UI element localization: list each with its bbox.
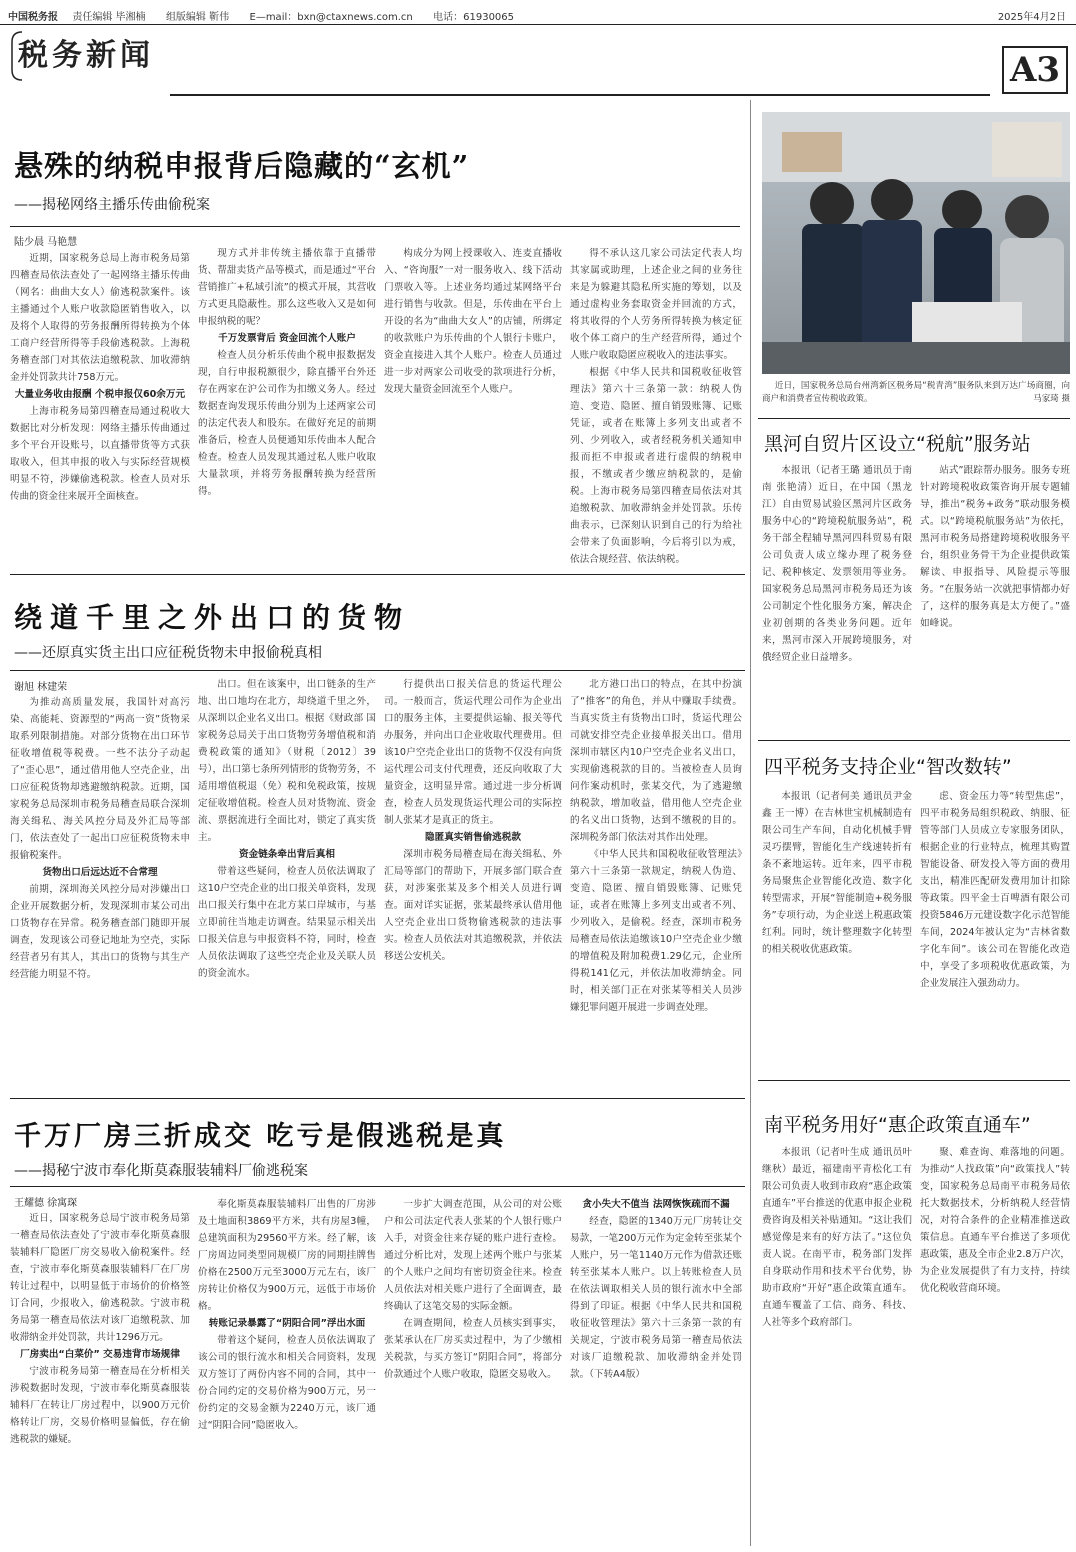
- side1-headline: 黑河自贸片区设立“税航”服务站: [764, 433, 1031, 455]
- paragraph: 带着这些疑问，检查人员依法调取了这10户空壳企业的出口报关单资料，发现出口报关行集中在北方某口岸城市，与基立即前往当地走访调查。结果显示相关出口报关信息与申报资料不符，同时，检查人员依法调取了这些空壳企业及关联人员的资金流水。: [198, 866, 376, 979]
- paragraph: 虑、资金压力等“转型焦虑”，四平市税务局组织税政、纳服、征管等部门人员成立专家服务团队，根据企业的行业特点，梳理其购置智能设备、研发投入等方面的费用支出，精准匹配研发费用加计扣除等政策。四平金士百啤酒有限公司投资5846万元建设数字化示范智能车间，2024年被认定为“吉林省数字化车间”。该公司在智能化改造中，享受了多项税收优惠政策，为企业发展注入强劲动力。: [920, 791, 1070, 989]
- paragraph: 站式”跟踪帮办服务。服务专班针对跨境税收政策咨询开展专题辅导，推出“税务+政务”联动服务模式。以“跨境税航服务站”为依托，黑河市税务局搭建跨境税收服务平台，组织业务骨干为企业提供政策解读、申报指导、风险提示等服务。“在服务站一次就把事情都办好了，这样的服务真是太方便了。”盛如峰说。: [920, 465, 1070, 629]
- side1-col2: [920, 462, 1070, 734]
- article2-subheading: 货物出口后远达近不合常理: [42, 867, 158, 878]
- paragraph: 上海市税务局第四稽查局通过税收大数据比对分析发现：网络主播乐传曲通过多个平台开设账号，以直播带货等方式获取收入，但其申报的收入与实际经营规模明显不符，涉嫌偷逃税款。检查人员对乐传曲的资金往来展开全面核查。: [10, 406, 190, 502]
- side3-col2: [920, 1144, 1070, 1544]
- article3-byline: 王耀德 徐寓琛: [14, 1198, 78, 1209]
- article2-col3: [384, 676, 562, 1092]
- paper-name: 中国税务报: [8, 12, 58, 23]
- side1-rule: [758, 418, 1070, 419]
- article2-subhead: ——还原真实货主出口应征税货物未申报偷税真相: [14, 645, 322, 661]
- paragraph: 为推动高质量发展，我国针对高污染、高能耗、资源型的“两高一资”货物采取系列限制措施。对部分货物在出口环节征收增值税等税费。一些不法分子动起了“歪心思”，通过借用他人空壳企业，出口应征税货物却逃避缴纳税款。近期，国家税务总局深圳市税务局稽查局联合深圳海关缉私、海关风控分局及外汇局等部门，依法查处了一起出口应征税货物未申报偷税案件。: [10, 697, 190, 861]
- paragraph: 近期，国家税务总局上海市税务局第四稽查局依法查处了一起网络主播乐传曲（网名：曲曲大女人）偷逃税款案件。该主播通过个人账户收款隐匿销售收入，以及将个人取得的劳务报酬所得转换为个体工商户经营所得等手段偷逃税款。上海税务稽查部门对其依法追缴税款、加收滞纳金并处罚款共计758万元。: [10, 253, 190, 383]
- paragraph: 奉化斯莫森服装辅料厂出售的厂房涉及土地面积3869平方米，共有房屋3幢，总建筑面积为29560平方米。经了解，该厂房周边同类型同规模厂房的同期挂牌售价格在2500万元至3000万元左右，该厂房转让价格仅为900万元，远低于市场价格。: [198, 1199, 376, 1312]
- paragraph: 北方港口出口的特点，在其中扮演了“推客”的角色，并从中赚取手续费。当真实货主有货物出口时，货运代理公司就安排空壳企业接单报关出口。借用深圳市辖区内10户空壳企业名义出口，实现偷逃税款的目的。当被检查人员询问作案动机时，张某交代，为了逃避缴纳税款，增加收益，借用他人空壳企业的名义出口货物，达到不缴税的目的。深圳税务部门依法对其作出处理。: [570, 679, 742, 843]
- paragraph: 宁波市税务局第一稽查局在分析相关涉税数据时发现，宁波市奉化斯莫森服装辅料厂在转让厂房过程中，以900万元价格转让厂房，交易价格明显偏低，存在偷逃税款的嫌疑。: [10, 1366, 190, 1445]
- article1-col1: [10, 250, 190, 568]
- paragraph: 近日，国家税务总局宁波市税务局第一稽查局依法查处了宁波市奉化斯莫森服装辅料厂隐匿厂房交易收入偷税案件。经查，宁波市奉化斯莫森服装辅料厂在厂房转让过程中，以明显低于市场价的价格签订合同，少报收入，偷逃税款。宁波市税务局第一稽查局依法对该厂追缴税款、加收滞纳金并处罚款，共计1296万元。: [10, 1213, 190, 1343]
- section-bracket-icon: [8, 30, 28, 82]
- article3-subheading: 转账记录暴露了“阴阳合同”浮出水面: [208, 1318, 366, 1329]
- article1-headline: 悬殊的纳税申报背后隐藏的“玄机”: [14, 149, 470, 183]
- article1-byline: 陆少晨 马艳慧: [14, 237, 78, 248]
- paragraph: 本报讯（记者何美 通讯员尹金鑫 王一博）在吉林世宝机械制造有限公司生产车间，自动化机械手臂灵巧摆臂，智能化生产线速转折有条不紊地运转。近年来，四平市税务局聚焦企业智能化改造、数字化转型需求，开展“智能制造+税务服务”专项行动，为企业送上税惠政策红利。同时，统计整理数字化转型的相关税收优惠政策。: [762, 791, 912, 955]
- paragraph: 在调查期间，检查人员核实到事实，张某承认在厂房买卖过程中，为了少缴相关税款，与买方签订“阴阳合同”，将部分价款通过个人账户收取，隐匿交易收入。: [384, 1318, 562, 1380]
- article3-subheading: 厂房卖出“白菜价” 交易违背市场规律: [20, 1349, 180, 1360]
- section-title: 税务新闻: [18, 38, 154, 73]
- photo-credit: 马家琦 摄: [1033, 394, 1070, 404]
- article2-subheading: 隐匿真实销售偷逃税款: [425, 832, 521, 843]
- article2-byline: 谢旭 林建荣: [14, 682, 68, 693]
- article3-headline: 千万厂房三折成交 吃亏是假逃税是真: [14, 1121, 507, 1152]
- article2-headline: 绕道千里之外出口的货物: [14, 601, 411, 634]
- paragraph: 本报讯（记者王璐 通讯员于南南 张艳清）近日，在中国（黑龙江）自由贸易试验区黑河片区政务服务中心的“跨境税航服务站”，税务干部全程辅导黑河四科贸易有限公司负责人成立缘办理了税务登记、税种核定、发票领用等业务。国家税务总局黑河市税务局还为该公司制定个性化服务方案，解决企业初创期的各类业务问题。近年来，黑河市深入开展跨境服务，对俄经贸企业日益增多。: [762, 465, 912, 663]
- paragraph: 一步扩大调查范围，从公司的对公账户和公司法定代表人张某的个人银行账户入手，对资金往来存疑的账户进行查检。通过分析比对，发现上述两个账户与张某的个人账户之间均有密切资金往来。检查人员依法对相关账户进行了全面调查，最终确认了这笔交易的实际金额。: [384, 1199, 562, 1312]
- layout-credit: 组版编辑 靳伟: [165, 12, 230, 23]
- paragraph: 《中华人民共和国税收征收管理法》第六十三条第一款规定，纳税人伪造、变造、隐匿、擅自销毁账簿、记账凭证，或者在账簿上多列支出或者不列、少列收入，是偷税。经查，深圳市税务局稽查局依法追缴该10户空壳企业少缴的增值税及附加税费1.29亿元，企业所得税141亿元，并依法加收滞纳金。同时，相关部门正在对张某等相关人员涉嫌犯罪问题开展进一步调查处理。: [570, 849, 742, 1013]
- side2-col2: [920, 788, 1070, 1074]
- masthead-bar: [8, 8, 514, 23]
- paragraph: 带着这个疑问，检查人员依法调取了该公司的银行流水和相关合同资料，发现双方签订了两份内容不同的合同，其中一份合同约定的交易价格为900万元，另一份约定的交易金额为2240万元，该厂通过“阴阳合同”隐匿收入。: [198, 1335, 376, 1431]
- article3-rule: [10, 1186, 745, 1187]
- side3-rule: [758, 1080, 1070, 1081]
- caption-text: 近日，国家税务总局台州湾新区税务局“税青湾”服务队来到万达广场商圈，向商户和消费者宣传税收政策。: [762, 381, 1070, 404]
- paragraph: 构成分为网上授课收入、连麦直播收入、“咨询服”一对一服务收入、线下活动门票收入等。上述业务均通过某网络平台进行销售与收款。但是，乐传曲在平台上开设的名为“曲曲大女人”的店铺，所绑定的收款账户为乐传曲的个人银行卡账户，资金直接进入其个人账户。检查人员通过进一步对两家公司收受的款项进行分析，发现大量资金回流至个人账户。: [384, 248, 562, 395]
- side2-rule: [758, 740, 1070, 741]
- paragraph: 行提供出口报关信息的货运代理公司。一般而言，货运代理公司作为企业出口的服务主体，主要提供运输、报关等代办服务，并向出口企业收取代理费用。但该10户空壳企业出口的货物不仅没有向货运代理公司支付代理费，还反向收取了大量资金，这明显异常。通过进一步分析调查，检查人员发现货运代理公司的实际控制人张某才是真正的货主。: [384, 679, 562, 826]
- column-divider: [750, 100, 751, 1546]
- page-number: A3: [1002, 46, 1068, 94]
- side1-col1: [762, 462, 912, 734]
- article3-col3: [384, 1196, 562, 1544]
- side3-headline: 南平税务用好“惠企政策直通车”: [764, 1114, 1031, 1136]
- article3-subheading: 贪小失大不值当 法网恢恢疏而不漏: [582, 1199, 730, 1210]
- paragraph: 出口。但在该案中，出口链条的生产地、出口地均在北方，却绕道千里之外，从深圳以企业名义出口。根据《财政部 国家税务总局关于出口货物劳务增值税和消费税政策的通知》（财税〔2012〕39号），出口第七条所列情形的货物劳务，不适用增值税退（免）税和免税政策，按规定征收增值税。检查人员对货物流、资金流、票据流进行全面比对，锁定了真实货主。: [198, 679, 376, 843]
- article1-col2: [198, 245, 376, 568]
- article3-col4: [570, 1196, 742, 1544]
- paragraph: 深圳市税务局稽查局在海关缉私、外汇局等部门的帮助下，开展多部门联合查获，对涉案张某及多个相关人员进行调查。面对详实证据，张某最终承认借用他人空壳企业出口货物偷逃税款的违法事实。检查人员依法对其追缴税款，并依法移送公安机关。: [384, 849, 562, 962]
- tax-service-photo: [762, 112, 1070, 374]
- article2-col2: [198, 676, 376, 1092]
- article2-rule: [10, 670, 745, 671]
- news-photo: [762, 112, 1070, 374]
- article1-col4: [570, 245, 742, 568]
- article2-col4: [570, 676, 742, 1092]
- article1-rule: [10, 226, 740, 227]
- paragraph: 聚、难查询、难落地的问题。为推动“人找政策”向“政策找人”转变，国家税务总局南平市税务局依托大数据技术，分析纳税人经营情况，对符合条件的企业精准推送政策信息。直通车平台推送了多项优惠政策，惠及全市企业2.8万户次，为企业发展提供了有力支持，持续优化税收营商环境。: [920, 1147, 1070, 1294]
- paragraph: 得不承认这几家公司法定代表人均其家属或助理，上述企业之间的业务往来是为躲避其隐私所实施的筹划，以及通过虚构业务套取资金并回流的方式，将其收得的个人劳务所得转换为核定征收个体工商户的生产经营所得，通过个人账户收取隐匿应税收入的违法事实。: [570, 248, 742, 361]
- top-rule: [0, 24, 1076, 25]
- issue-date: 2025年4月2日: [997, 12, 1066, 23]
- paragraph: 根据《中华人民共和国税收征收管理法》第六十三条第一款：纳税人伪造、变造、隐匿、擅自销毁账簿、记账凭证，或者在账簿上多列支出或者不列、少列收入，或者经税务机关通知申报而拒不申报或者进行虚假的纳税申报，不缴或者少缴应纳税款的，是偷税。上海市税务局第四稽查局依法对其追缴税款、加收滞纳金并处罚款。乐传曲表示，已深刻认识到自己的行为给社会带来了负面影响，今后将引以为戒，依法合规经营、依法纳税。: [570, 367, 742, 565]
- paragraph: 前期，深圳海关风控分局对涉嫌出口企业开展数据分析，发现深圳市某公司出口货物存在异常。税务稽查部门随即开展调查，发现该公司登记地址为空壳，实际经营者另有其人，其出口的货物与其生产经营能力明显不符。: [10, 884, 190, 980]
- paragraph: 本报讯（记者叶生成 通讯员叶继秋）最近，福建南平青松化工有限公司负责人收到市政府“惠企政策直通车”平台推送的优惠申报企业税费咨询及相关补贴通知。“这让我们感觉像是来有的好方法了。”这位负责人说。在南平市，税务部门发挥自身联动作用和技术平台优势，协助市政府“开好”惠企政策直通车。直通车覆盖了工信、商务、科技、人社等多个政府部门。: [762, 1147, 912, 1328]
- header-rule: [170, 94, 990, 96]
- paragraph: 经查，隐匿的1340万元厂房转让交易款，一笔200万元作为定金转至张某个人账户，另一笔1140万元作为借款还账转至张某本人账户。以上转账检查人员在依法调取相关人员的银行流水中全部得到了印证。根据《中华人民共和国税收征收管理法》第六十三条第一款的有关规定，宁波市税务局第一稽查局依法对该厂追缴税款、加收滞纳金并处罚款。（下转A4版）: [570, 1216, 742, 1380]
- article1-subheading: 千万发票背后 资金回流个人账户: [218, 333, 356, 344]
- article2-subheading: 资金链条牵出背后真相: [239, 849, 335, 860]
- email-contact: E—mail：bxn@ctaxnews.com.cn: [249, 12, 413, 23]
- side2-col1: [762, 788, 912, 1074]
- article1-subheading: 大量业务收由报酬 个税申报仅60余万元: [14, 389, 186, 400]
- paragraph: 现方式并非传统主播依靠于直播带货、帮甜卖货产品等模式，而是通过“平台营销推广+私域引流”的模式开展，其营收方式更具隐蔽性。那么这些收入又是如何申报纳税的呢？: [198, 248, 376, 327]
- side3-col1: [762, 1144, 912, 1544]
- article1-col3: [384, 245, 562, 568]
- article2-top-rule: [10, 574, 745, 575]
- article3-col1: [10, 1210, 190, 1544]
- editor-credit: 责任编辑 毕湘楠: [72, 12, 146, 23]
- phone-contact: 电话：61930065: [433, 12, 515, 23]
- article3-top-rule: [10, 1098, 745, 1099]
- side2-headline: 四平税务支持企业“智改数转”: [764, 756, 1012, 778]
- article3-subhead: ——揭秘宁波市奉化斯莫森服装辅料厂偷逃税案: [14, 1163, 308, 1179]
- article2-col1: [10, 694, 190, 1092]
- article1-subhead: ——揭秘网络主播乐传曲偷税案: [14, 197, 210, 213]
- article3-col2: [198, 1196, 376, 1544]
- photo-caption: [762, 380, 1070, 406]
- paragraph: 检查人员分析乐传曲个税申报数据发现，自行申报税额很少，除直播平台外还存在两家在沪公司作为扣缴义务人。经过数据查询发现乐传曲分别为上述两家公司的法定代表人和股东。在做好充足的前期准备后，检查人员便通知乐传曲本人配合检查。检查人员发现其通过私人账户收取大量款项，并将劳务报酬转换为经营所得。: [198, 350, 376, 497]
